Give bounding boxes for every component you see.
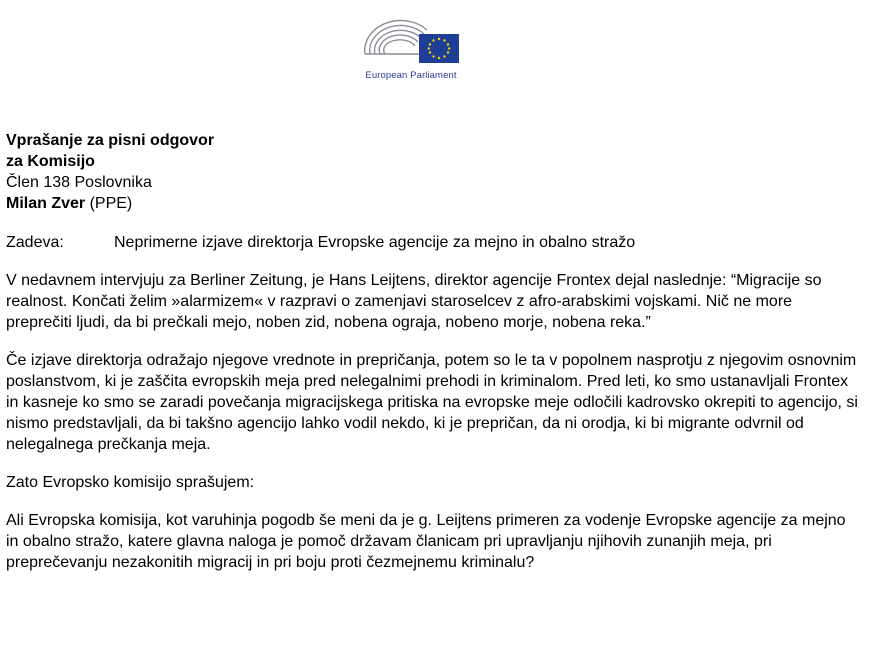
eu-flag-icon [419, 34, 459, 63]
question-type: Vprašanje za pisni odgovor [6, 132, 215, 149]
document-body [6, 130, 862, 573]
subject-text: Neprimerne izjave direktorja Evropske agencije za mejno in obalno stražo [114, 234, 636, 251]
author-name: Milan Zver [6, 195, 86, 212]
paragraph-quote: V nedavnem intervjuju za Berliner Zeitung, je Hans Leijtens, direktor agencije Frontex dejal naslednje: “Migracije so realnost. Končati želim »alarmizem« v razpravi o zamenjavi staroselcev z afro-arabskimi vojskami. Nič ne more preprečiti ljudi, da bi prečkali mejo, noben zid, nobena ograja, nobeno morje, nobena reka.” [6, 272, 822, 331]
question-header [6, 130, 862, 214]
european-parliament-logo [357, 14, 465, 84]
author-party: (PPE) [85, 195, 133, 212]
author-line [6, 193, 862, 214]
parliament-hemicycle-icon [357, 14, 465, 70]
subject-row [6, 232, 862, 253]
logo-text: European Parliament [365, 70, 457, 81]
paragraph-argument: Če izjave direktorja odražajo njegove vrednote in prepričanja, potem so le ta v popolnem nasprotju z njegovim osnovnim poslanstvom, ki je zaščita evropskih meja pred nelegalnimi prehodi in kriminalom. Pred leti, ko smo ustanavljali Frontex in kasneje ko smo se zaradi povečanja migracijskega pritiska na evropske meje odločili kadrovsko okrepiti to agencijo, si nismo predstavljali, da bi takšno agencijo lahko vodil nekdo, ki je prepričan, da ni orodja, ki bi migrante odvrnil od nelegalnega prečkanja meja. [6, 352, 858, 453]
paragraph-intro-question: Zato Evropsko komisijo sprašujem: [6, 474, 255, 491]
question-recipient: za Komisijo [6, 153, 95, 170]
subject-label: Zadeva: [6, 234, 64, 251]
paragraph-question: Ali Evropska komisija, kot varuhinja pogodb še meni da je g. Leijtens primeren za vodenje Evropske agencije za mejno in obalno stražo, katere glavna naloga je pomoč državam članicam pri upravljanju njihovih zunanjih meja, pri preprečevanju nezakonitih migracij in pri boju proti čezmejnemu kriminalu? [6, 512, 846, 571]
rule-reference: Člen 138 Poslovnika [6, 174, 152, 191]
